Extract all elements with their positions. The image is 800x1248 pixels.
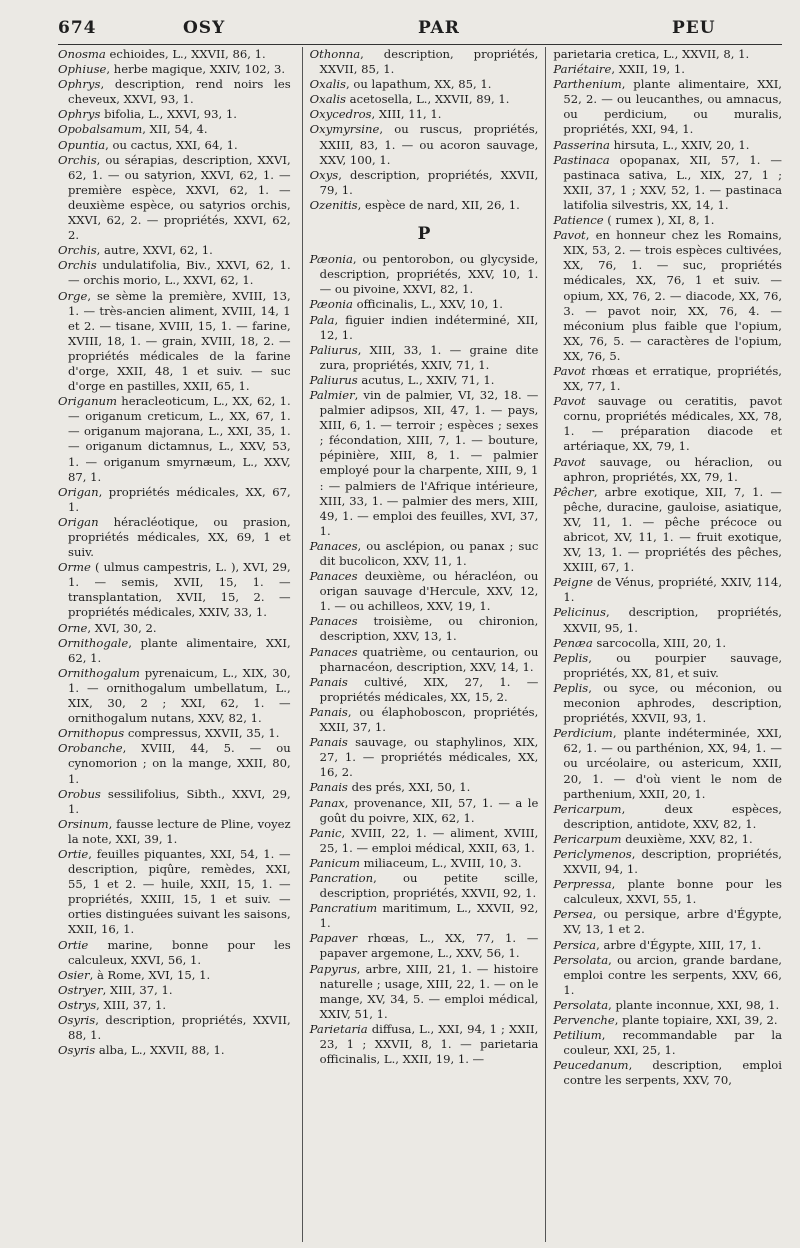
index-column-1: [58, 47, 295, 1242]
index-entry: [58, 983, 291, 998]
entry-references: miliaceum, L., XVIII, 10, 3.: [359, 855, 522, 870]
entry-references: , en honneur chez les Romains, XIX, 53, 2. — trois espèces cultivées, XX, 76, 1. — suc, propriétés médicales, XX, 76, 1 et suiv. — opium, XX, 76, 2. — diacode, XX, 76, 3. — pavot noir, XX, 76, 4. — méconium plus faible que l'opium, XX, 76, 5. — caractères de l'opium, XX, 76, 5.: [563, 228, 782, 363]
entry-references: , feuilles piquantes, XXI, 54, 1. — description, piqûre, remèdes, XXI, 55, 1 et 2. — huile, XXII, 15, 1. — propriétés, XXIII, 15, 1 et suiv. — orties distinguées suivant les saisons, XXII, 16, 1.: [68, 846, 291, 937]
index-entry: [553, 138, 782, 153]
entry-references: , arbre, XIII, 21, 1. — histoire naturelle ; usage, XIII, 22, 1. — on le mange, XV, 34, 5. — emploi médical, XXIV, 51, 1.: [319, 961, 539, 1021]
entry-headword: Perpressa: [553, 877, 612, 892]
entry-headword: Opobalsamum: [58, 122, 143, 137]
entry-references: , XIII, 37, 1.: [96, 997, 167, 1012]
entry-headword: Onosma: [58, 47, 106, 61]
entry-references: , plante bonne pour les calculeux, XXVI, 55, 1.: [563, 877, 782, 907]
entry-headword: Paliurus: [309, 372, 358, 387]
entry-headword: Pericarpum: [553, 831, 622, 846]
running-head-right: PEU: [672, 18, 716, 38]
index-entry: [58, 153, 291, 244]
entry-headword: Persea: [553, 907, 593, 922]
index-entry: [310, 313, 539, 343]
index-entry: [58, 666, 291, 726]
entry-headword: Pelicinus: [553, 605, 606, 620]
entry-references: , description, propriétés, XXVII, 88, 1.: [68, 1013, 291, 1043]
index-entry: [58, 741, 291, 786]
entry-references: , vin de palmier, VI, 32, 18. — palmier adipsos, XII, 47, 1. — pays, XIII, 6, 1. — terroir ; espèces ; sexes ; fécondation, XIII, 7, 1. — bouture, pépinière, XIII, 8, 1. — palmier employé pour la charpente, XIII, 9, 1 : — palmiers de l'Afrique intérieure, XIII, 33, 1. — palmier des mers, XIII, 49, 1. — emploi des feuilles, XVI, 37, 1.: [319, 387, 539, 538]
entry-references: cultivé, XIX, 27, 1. — propriétés médicales, XX, 15, 2.: [319, 674, 539, 704]
entry-headword: Panaces: [309, 569, 358, 584]
index-entry: [553, 228, 782, 364]
index-entry: [58, 998, 291, 1013]
entry-references: , XVI, 30, 2.: [87, 620, 157, 635]
entry-headword: Pala: [309, 312, 335, 327]
running-head-center: PAR: [418, 18, 460, 38]
entry-references: , ou syce, ou méconion, ou meconion aphrodes, description, propriétés, XXVII, 93, 1.: [563, 680, 782, 726]
entry-headword: Panaces: [309, 538, 358, 553]
entry-references: rhœas, L., XX, 77, 1. — papaver argemone, L., XXV, 56, 1.: [319, 931, 539, 961]
index-entry: [310, 1022, 539, 1067]
index-entry: [553, 1058, 782, 1088]
index-entry: [553, 832, 782, 847]
entry-headword: Parietaria: [309, 1021, 368, 1036]
entry-references: acetosella, L., XXVII, 89, 1.: [345, 92, 510, 107]
entry-references: , ou asclépion, ou panax ; suc dit bucolicon, XXV, 11, 1.: [319, 538, 539, 568]
entry-references: , plante indéterminée, XXI, 62, 1. — ou parthénion, XX, 94, 1. — ou urcéolaire, ou astericum, XXII, 20, 1. — d'où vient le nom de parthenium, XXII, 20, 1.: [563, 726, 782, 801]
entry-headword: Ostrys: [58, 997, 97, 1012]
entry-headword: Panaces: [309, 644, 358, 659]
index-entry: [58, 485, 291, 515]
entry-headword: Passerina: [553, 137, 610, 152]
entry-references: , description, propriétés, XXVII, 85, 1.: [319, 47, 539, 77]
entry-headword: Pæonia: [309, 252, 353, 267]
index-entry: [310, 539, 539, 569]
index-entry: [553, 953, 782, 998]
index-entry: [553, 907, 782, 937]
entry-headword: Origanum: [58, 394, 118, 409]
index-entry: [310, 675, 539, 705]
index-entry: [58, 62, 291, 77]
index-entry: [310, 198, 539, 213]
entry-headword: Orge: [58, 288, 88, 303]
index-entry: [58, 289, 291, 395]
index-entry: [58, 817, 291, 847]
section-letter: P: [417, 224, 431, 245]
entry-references: , description, rend noirs les cheveux, XXVI, 93, 1.: [68, 77, 291, 107]
entry-references: parietaria cretica, L., XXVII, 8, 1.: [553, 47, 750, 61]
entry-headword: Persolata: [553, 952, 609, 967]
index-entry: [58, 787, 291, 817]
entry-references: , ou lapathum, XX, 85, 1.: [345, 77, 492, 92]
entry-references: rhœas et erratique, propriétés, XX, 77, 1.: [563, 363, 782, 394]
index-entry: [553, 394, 782, 454]
index-entry: [310, 871, 539, 901]
index-entry: [553, 636, 782, 651]
index-entry: [58, 621, 291, 636]
entry-headword: Persolata: [553, 997, 609, 1012]
entry-headword: Panicum: [309, 855, 360, 870]
entry-headword: Ophrys: [58, 107, 101, 122]
index-entry: [310, 168, 539, 198]
index-entry: [310, 343, 539, 373]
index-entry: [553, 575, 782, 605]
index-entry: [58, 938, 291, 968]
index-entry: [310, 297, 539, 312]
entry-references: opopanax, XII, 57, 1. — pastinaca sativa, L., XIX, 27, 1 ; XXII, 37, 1 ; XXV, 52, 1. — pastinaca latifolia silvestris, XX, 14, 1.: [563, 152, 782, 212]
running-head-left: OSY: [183, 18, 226, 38]
entry-headword: Panais: [309, 735, 348, 750]
entry-headword: Ozenitis: [309, 197, 358, 212]
index-entry: [553, 485, 782, 576]
index-entry: [553, 213, 782, 228]
entry-headword: Panax: [309, 795, 345, 810]
index-entry: [310, 77, 539, 92]
entry-references: , fausse lecture de Pline, voyez la note, XXI, 39, 1.: [68, 816, 291, 846]
index-entry: [553, 726, 782, 801]
entry-headword: Orobanche: [58, 741, 123, 756]
entry-references: , ou petite scille, description, propriétés, XXVII, 92, 1.: [319, 870, 539, 901]
index-column-2: [302, 47, 539, 1242]
entry-headword: Origan: [58, 484, 99, 499]
entry-references: , ou persique, arbre d'Égypte, XV, 13, 1 et 2.: [563, 907, 782, 937]
entry-headword: Orsinum: [58, 816, 109, 831]
entry-headword: Papyrus: [309, 961, 357, 976]
index-entry: [58, 726, 291, 741]
entry-headword: Orchis: [58, 243, 97, 258]
entry-references: heracleoticum, L., XX, 62, 1. — origanum creticum, L., XX, 67, 1. — origanum majorana, L., XXI, 35, 1. — origanum dictamnus, L., XXV, 53, 1. — origanum smyrnæum, L., XXV, 87, 1.: [68, 394, 291, 484]
entry-headword: Papaver: [309, 931, 358, 946]
index-entry: [553, 681, 782, 726]
entry-references: maritimum, L., XXVII, 92, 1.: [319, 901, 539, 931]
index-entry: [553, 62, 782, 77]
entry-references: , plante inconnue, XXI, 98, 1.: [608, 997, 780, 1012]
index-entry: [310, 92, 539, 107]
entry-headword: Ornithopus: [58, 726, 125, 741]
entry-headword: Perdicium: [553, 726, 613, 741]
entry-references: sauvage, ou staphylinos, XIX, 27, 1. — propriétés médicales, XX, 16, 2.: [319, 735, 539, 780]
entry-headword: Opuntia: [58, 137, 106, 152]
entry-headword: Pêcher: [553, 484, 594, 499]
index-entry: [310, 780, 539, 795]
index-entry: [58, 1013, 291, 1043]
entry-headword: Pancratium: [309, 901, 378, 916]
index-entry: [310, 796, 539, 826]
index-entry: [58, 243, 291, 258]
entry-references: , figuier indien indéterminé, XII, 12, 1.: [319, 312, 539, 342]
entry-references: ( ulmus campestris, L. ), XVI, 29, 1. — semis, XVII, 15, 1. — transplantation, XVII, 15, 2. — propriétés médicales, XXIV, 33, 1.: [68, 560, 291, 620]
entry-headword: Ornithogalum: [58, 665, 140, 680]
entry-headword: Petilium: [553, 1028, 602, 1043]
entry-references: , plante alimentaire, XXI, 52, 2. — ou leucanthes, ou amnacus, ou perdicium, ou muralis, propriétés, XXI, 94, 1.: [563, 77, 782, 137]
entry-references: sarcocolla, XIII, 20, 1.: [592, 635, 727, 650]
entry-headword: Pastinaca: [553, 152, 610, 167]
entry-references: , XIII, 37, 1.: [102, 982, 173, 997]
entry-references: , ou ruscus, propriétés, XXIII, 83, 1. — ou acoron sauvage, XXV, 100, 1.: [319, 122, 539, 167]
index-entry: [310, 826, 539, 856]
entry-headword: Oxalis: [309, 92, 346, 107]
index-entry: [58, 968, 291, 983]
entry-references: , à Rome, XVI, 15, 1.: [89, 967, 211, 982]
index-entry: [553, 455, 782, 485]
index-entry: [553, 1013, 782, 1028]
index-entry: [310, 373, 539, 388]
entry-references: alba, L., XXVII, 88, 1.: [95, 1043, 225, 1058]
entry-headword: Palmier: [309, 387, 355, 402]
entry-headword: Orchis: [58, 152, 97, 167]
index-entry: [553, 651, 782, 681]
entry-headword: Pæonia: [309, 297, 353, 312]
index-entry: [310, 388, 539, 539]
index-entry: [553, 153, 782, 213]
entry-references: ( rumex ), XI, 8, 1.: [603, 213, 715, 228]
index-entry: [310, 107, 539, 122]
index-entry: [58, 560, 291, 620]
entry-references: , plante alimentaire, XXI, 62, 1.: [68, 635, 291, 665]
index-entry: [553, 1028, 782, 1058]
entry-headword: Orobus: [58, 786, 101, 801]
entry-references: , ou cactus, XXI, 64, 1.: [105, 137, 238, 152]
entry-references: echioides, L., XXVII, 86, 1.: [105, 47, 266, 61]
entry-references: , XIII, 11, 1.: [371, 107, 442, 122]
entry-references: pyrenaicum, L., XIX, 30, 1. — ornithogalum umbellatum, L., XIX, 30, 2 ; XXI, 62, 1. — ornithogalum nutans, XXV, 82, 1.: [68, 665, 291, 726]
page-number: 674: [58, 18, 97, 38]
index-entry: [310, 931, 539, 961]
entry-references: , autre, XXVI, 62, 1.: [96, 243, 213, 258]
entry-references: , plante topiaire, XXI, 39, 2.: [614, 1013, 778, 1027]
entry-references: , recommandable par la couleur, XXI, 25, 1.: [563, 1028, 782, 1058]
entry-references: deuxième, XXV, 82, 1.: [621, 831, 753, 846]
entry-headword: Oxycedros: [309, 107, 372, 122]
entry-references: de Vénus, propriété, XXIV, 114, 1.: [563, 575, 782, 605]
entry-references: , XVIII, 22, 1. — aliment, XVIII, 25, 1. — emploi médical, XXII, 63, 1.: [319, 825, 539, 855]
entry-headword: Panaces: [309, 614, 358, 629]
index-entry: [58, 77, 291, 107]
entry-headword: Othonna: [309, 47, 361, 61]
entry-references: deuxième, ou héracléon, ou origan sauvage d'Hercule, XXV, 12, 1. — ou achilleos, XXV, 19, 1.: [319, 569, 539, 614]
index-entry: [310, 122, 539, 167]
entry-references: , propriétés médicales, XX, 67, 1.: [68, 484, 291, 514]
entry-headword: Orme: [58, 560, 91, 575]
index-entry: [553, 998, 782, 1013]
entry-headword: Peplis: [553, 650, 589, 665]
index-entry: [310, 901, 539, 931]
entry-headword: Osyris: [58, 1043, 96, 1058]
entry-references: , XII, 54, 4.: [142, 122, 208, 137]
entry-references: sessilifolius, Sibth., XXVI, 29, 1.: [68, 786, 291, 816]
index-entry: [553, 364, 782, 394]
entry-references: , ou sérapias, description, XXVI, 62, 1. — ou satyrion, XXVI, 62, 1. — première espèce, XXVI, 62, 1. — deuxième espèce, ou satyrios orchis, XXVI, 62, 2. — propriétés, XXVI, 62, 2.: [68, 152, 291, 243]
entry-headword: Ortie: [58, 846, 89, 861]
index-entry: [310, 614, 539, 644]
entry-headword: Ostryer: [58, 982, 103, 997]
entry-references: acutus, L., XXIV, 71, 1.: [357, 372, 495, 387]
index-entry: [58, 847, 291, 938]
entry-headword: Origan: [58, 514, 99, 529]
entry-headword: Oxalis: [309, 77, 346, 92]
index-entry: [310, 856, 539, 871]
entry-references: des prés, XXI, 50, 1.: [347, 780, 471, 795]
entry-references: , deux espèces, description, antidote, XXV, 82, 1.: [563, 801, 782, 831]
index-entry: [58, 1043, 291, 1058]
entry-headword: Osyris: [58, 1013, 96, 1027]
entry-headword: Ornithogale: [58, 635, 129, 650]
entry-references: , ou élaphoboscon, propriétés, XXII, 37, 1.: [319, 704, 539, 735]
entry-references: , herbe magique, XXIV, 102, 3.: [106, 62, 286, 77]
entry-references: , ou pentorobon, ou glycyside, description, propriétés, XXV, 10, 1. — ou pivoine, XXVI, 82, 1.: [319, 252, 539, 297]
entry-headword: Pavot: [553, 228, 586, 243]
index-entry: [58, 394, 291, 485]
entry-references: quatrième, ou centaurion, ou pharnacéon, description, XXV, 14, 1.: [319, 644, 539, 674]
entry-references: , XXII, 19, 1.: [611, 62, 685, 77]
entry-headword: Oxys: [309, 167, 339, 182]
entry-references: , ou pourpier sauvage, propriétés, XX, 81, et suiv.: [563, 650, 782, 680]
entry-headword: Periclymenos: [553, 846, 632, 861]
index-entry: [310, 47, 539, 77]
index-entry: [58, 47, 291, 62]
index-entry: [58, 515, 291, 560]
entry-headword: Ophiuse: [58, 62, 107, 77]
entry-headword: Paliurus: [309, 342, 358, 357]
index-entry: [58, 636, 291, 666]
entry-references: , arbre d'Égypte, XIII, 17, 1.: [596, 937, 762, 952]
entry-headword: Pavot: [553, 454, 586, 469]
entry-references: sauvage ou ceratitis, pavot cornu, propriétés médicales, XX, 78, 1. — préparation diacode et artériaque, XX, 79, 1.: [563, 394, 782, 454]
entry-references: , espèce de nard, XII, 26, 1.: [357, 197, 520, 212]
index-entry: [310, 735, 539, 780]
entry-references: , description, propriétés, XXVII, 94, 1.: [563, 846, 782, 877]
entry-headword: Panic: [309, 825, 342, 840]
index-entry: [310, 645, 539, 675]
entry-headword: Ortie: [58, 937, 89, 952]
entry-references: , provenance, XII, 57, 1. — a le goût du poivre, XIX, 62, 1.: [319, 795, 539, 825]
entry-headword: Peucedanum: [553, 1058, 629, 1073]
entry-references: , XIII, 33, 1. — graine dite zura, propriétés, XXIV, 71, 1.: [319, 342, 539, 372]
index-entry: [310, 252, 539, 297]
page-header: [58, 16, 782, 45]
entry-headword: Pavot: [553, 394, 586, 409]
entry-references: diffusa, L., XXI, 94, 1 ; XXII, 23, 1 ; XXVII, 8, 1. — parietaria officinalis, L., XXII, 19, 1. —: [319, 1021, 539, 1067]
entry-headword: Pervenche: [553, 1013, 615, 1027]
index-entry: [58, 107, 291, 122]
index-entry: [310, 962, 539, 1022]
entry-headword: Pariétaire: [553, 62, 612, 77]
entry-headword: Osier: [58, 967, 90, 982]
entry-headword: Pavot: [553, 363, 586, 378]
entry-headword: Ophrys: [58, 77, 101, 92]
index-entry: [553, 605, 782, 635]
entry-references: , description, propriétés, XXVII, 95, 1.: [563, 605, 782, 635]
index-entry: [310, 569, 539, 614]
index-columns: [58, 47, 782, 1242]
entry-headword: Penæa: [553, 635, 593, 650]
entry-references: marine, bonne pour les calculeux, XXVI, 56, 1.: [68, 937, 291, 967]
entry-references: , description, propriétés, XXVII, 79, 1.: [319, 167, 539, 197]
entry-headword: Peplis: [553, 680, 589, 695]
entry-references: héracléotique, ou prasion, propriétés médicales, XX, 69, 1 et suiv.: [68, 514, 291, 560]
index-entry: [553, 47, 782, 62]
entry-references: compressus, XXVII, 35, 1.: [124, 726, 280, 741]
entry-references: bifolia, L., XXVI, 93, 1.: [100, 107, 237, 122]
index-entry: [310, 705, 539, 735]
index-entry: [58, 122, 291, 137]
index-entry: [553, 802, 782, 832]
entry-headword: Panais: [309, 674, 348, 689]
entry-headword: Panais: [309, 780, 348, 795]
entry-references: officinalis, L., XXV, 10, 1.: [352, 297, 503, 312]
entry-headword: Panais: [309, 704, 348, 719]
entry-headword: Peigne: [553, 575, 593, 590]
entry-references: hirsuta, L., XXIV, 20, 1.: [609, 137, 750, 152]
entry-references: sauvage, ou héraclion, ou aphron, propriétés, XX, 79, 1.: [563, 454, 782, 484]
index-entry: [58, 258, 291, 288]
index-entry: [553, 77, 782, 137]
entry-references: troisième, ou chironion, description, XXV, 13, 1.: [319, 614, 539, 644]
entry-references: undulatifolia, Biv., XXVI, 62, 1. — orchis morio, L., XXVI, 62, 1.: [68, 258, 291, 288]
entry-headword: Pericarpum: [553, 801, 622, 816]
entry-references: , ou arcion, grande bardane, emploi contre les serpents, XXV, 66, 1.: [563, 952, 782, 997]
entry-headword: Oxymyrsine: [309, 122, 380, 137]
entry-references: , description, emploi contre les serpents, XXV, 70,: [563, 1058, 782, 1088]
entry-headword: Parthenium: [553, 77, 622, 92]
index-entry: [553, 938, 782, 953]
index-entry: [553, 877, 782, 907]
entry-headword: Patience: [553, 213, 604, 228]
entry-headword: Persica: [553, 937, 597, 952]
entry-headword: Orchis: [58, 258, 97, 273]
entry-headword: Orne: [58, 620, 88, 635]
index-column-3: [545, 47, 782, 1242]
entry-references: , arbre exotique, XII, 7, 1. — pêche, duracine, gauloise, asiatique, XV, 11, 1. — pêche précoce ou abricot, XV, 11, 1. — fruit exotique, XV, 13, 1. — propriétés des pêches, XXIII, 67, 1.: [563, 484, 782, 575]
index-entry: [58, 138, 291, 153]
entry-references: , se sème la première, XVIII, 13, 1. — très-ancien aliment, XVIII, 14, 1 et 2. — tisane, XVIII, 15, 1. — farine, XVIII, 18, 1. — grain, XVIII, 18, 2. — propriétés médicales de la farine d'orge, XXII, 48, 1 et suiv. — suc d'orge en pastilles, XXII, 65, 1.: [68, 288, 291, 394]
index-entry: [553, 847, 782, 877]
entry-headword: Pancration: [309, 870, 374, 885]
entry-references: , XVIII, 44, 5. — ou cynomorion ; on la mange, XXII, 80, 1.: [68, 741, 291, 786]
